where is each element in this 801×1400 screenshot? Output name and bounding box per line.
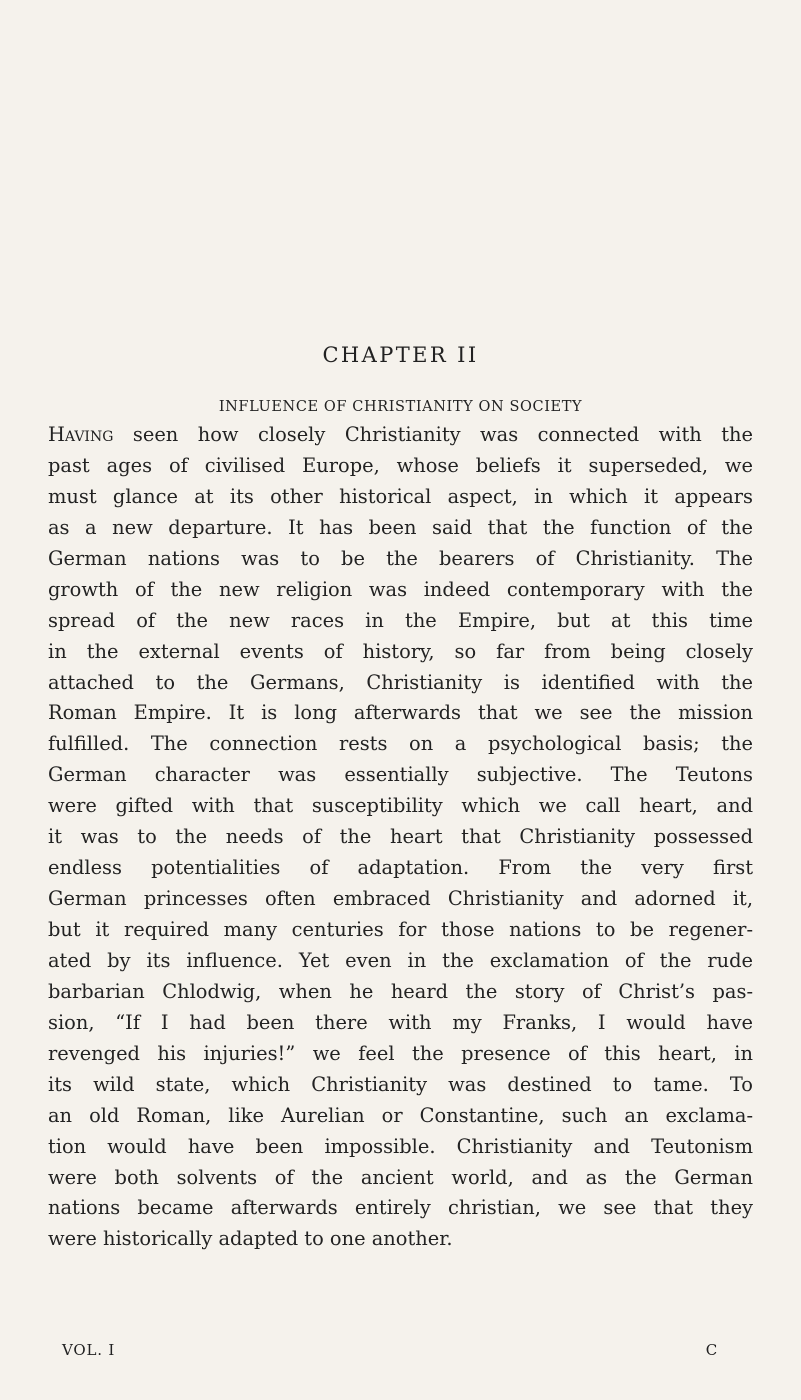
- text-line: ated by its influence. Yet even in the exclamation of the rude: [48, 948, 753, 972]
- text-line: German character was essentially subjective. The Teutons: [48, 763, 753, 787]
- text-line: fulfilled. The connection rests on a psychological basis; the: [48, 732, 753, 756]
- chapter-title: CHAPTER II: [322, 343, 479, 367]
- text-line: past ages of civilised Europe, whose beliefs it superseded, we: [48, 453, 753, 477]
- text-line: an old Roman, like Aurelian or Constantine, such an exclama-: [48, 1103, 753, 1127]
- text-line: sion, “If I had been there with my Franks, I would have: [48, 1010, 753, 1034]
- body-paragraph: [48, 420, 753, 1255]
- text-line: it was to the needs of the heart that Christianity possessed: [48, 825, 753, 849]
- text-line: barbarian Chlodwig, when he heard the story of Christ’s pas-: [48, 979, 753, 1003]
- text-line-content: seen how closely Christianity was connected with the: [113, 423, 753, 446]
- text-line: German princesses often embraced Christianity and adorned it,: [48, 887, 753, 911]
- page-footer: [62, 1341, 718, 1363]
- signature-mark: C: [705, 1341, 718, 1359]
- text-line: nations became afterwards entirely christian, we see that they: [48, 1196, 753, 1220]
- text-line: spread of the new races in the Empire, but at this time: [48, 608, 753, 632]
- text-line: but it required many centuries for those nations to be regener-: [48, 918, 753, 941]
- chapter-subtitle: INFLUENCE OF CHRISTIANITY ON SOCIETY: [218, 399, 583, 415]
- opening-word: Having: [48, 423, 114, 446]
- text-line: were both solvents of the ancient world, and as the German: [48, 1165, 753, 1189]
- text-line: tion would have been impossible. Christianity and Teutonism: [48, 1134, 753, 1158]
- text-line: endless potentialities of adaptation. From the very first: [48, 856, 753, 880]
- text-line: attached to the Germans, Christianity is identified with the: [48, 670, 753, 694]
- volume-label: VOL. I: [62, 1341, 116, 1359]
- text-line: revenged his injuries!” we feel the presence of this heart, in: [48, 1041, 753, 1065]
- text-line: Roman Empire. It is long afterwards that we see the mission: [48, 701, 753, 725]
- text-line: growth of the new religion was indeed contemporary with the: [48, 577, 753, 601]
- text-line: as a new departure. It has been said that the function of the: [48, 515, 753, 539]
- text-line: were gifted with that susceptibility which we call heart, and: [48, 794, 753, 818]
- text-line: its wild state, which Christianity was destined to tame. To: [48, 1072, 753, 1096]
- text-line: in the external events of history, so far from being closely: [48, 639, 753, 663]
- text-line: were historically adapted to one another.: [48, 1227, 453, 1251]
- text-line: [48, 420, 753, 451]
- text-line: German nations was to be the bearers of Christianity. The: [48, 546, 753, 570]
- text-line: must glance at its other historical aspect, in which it appears: [48, 484, 753, 508]
